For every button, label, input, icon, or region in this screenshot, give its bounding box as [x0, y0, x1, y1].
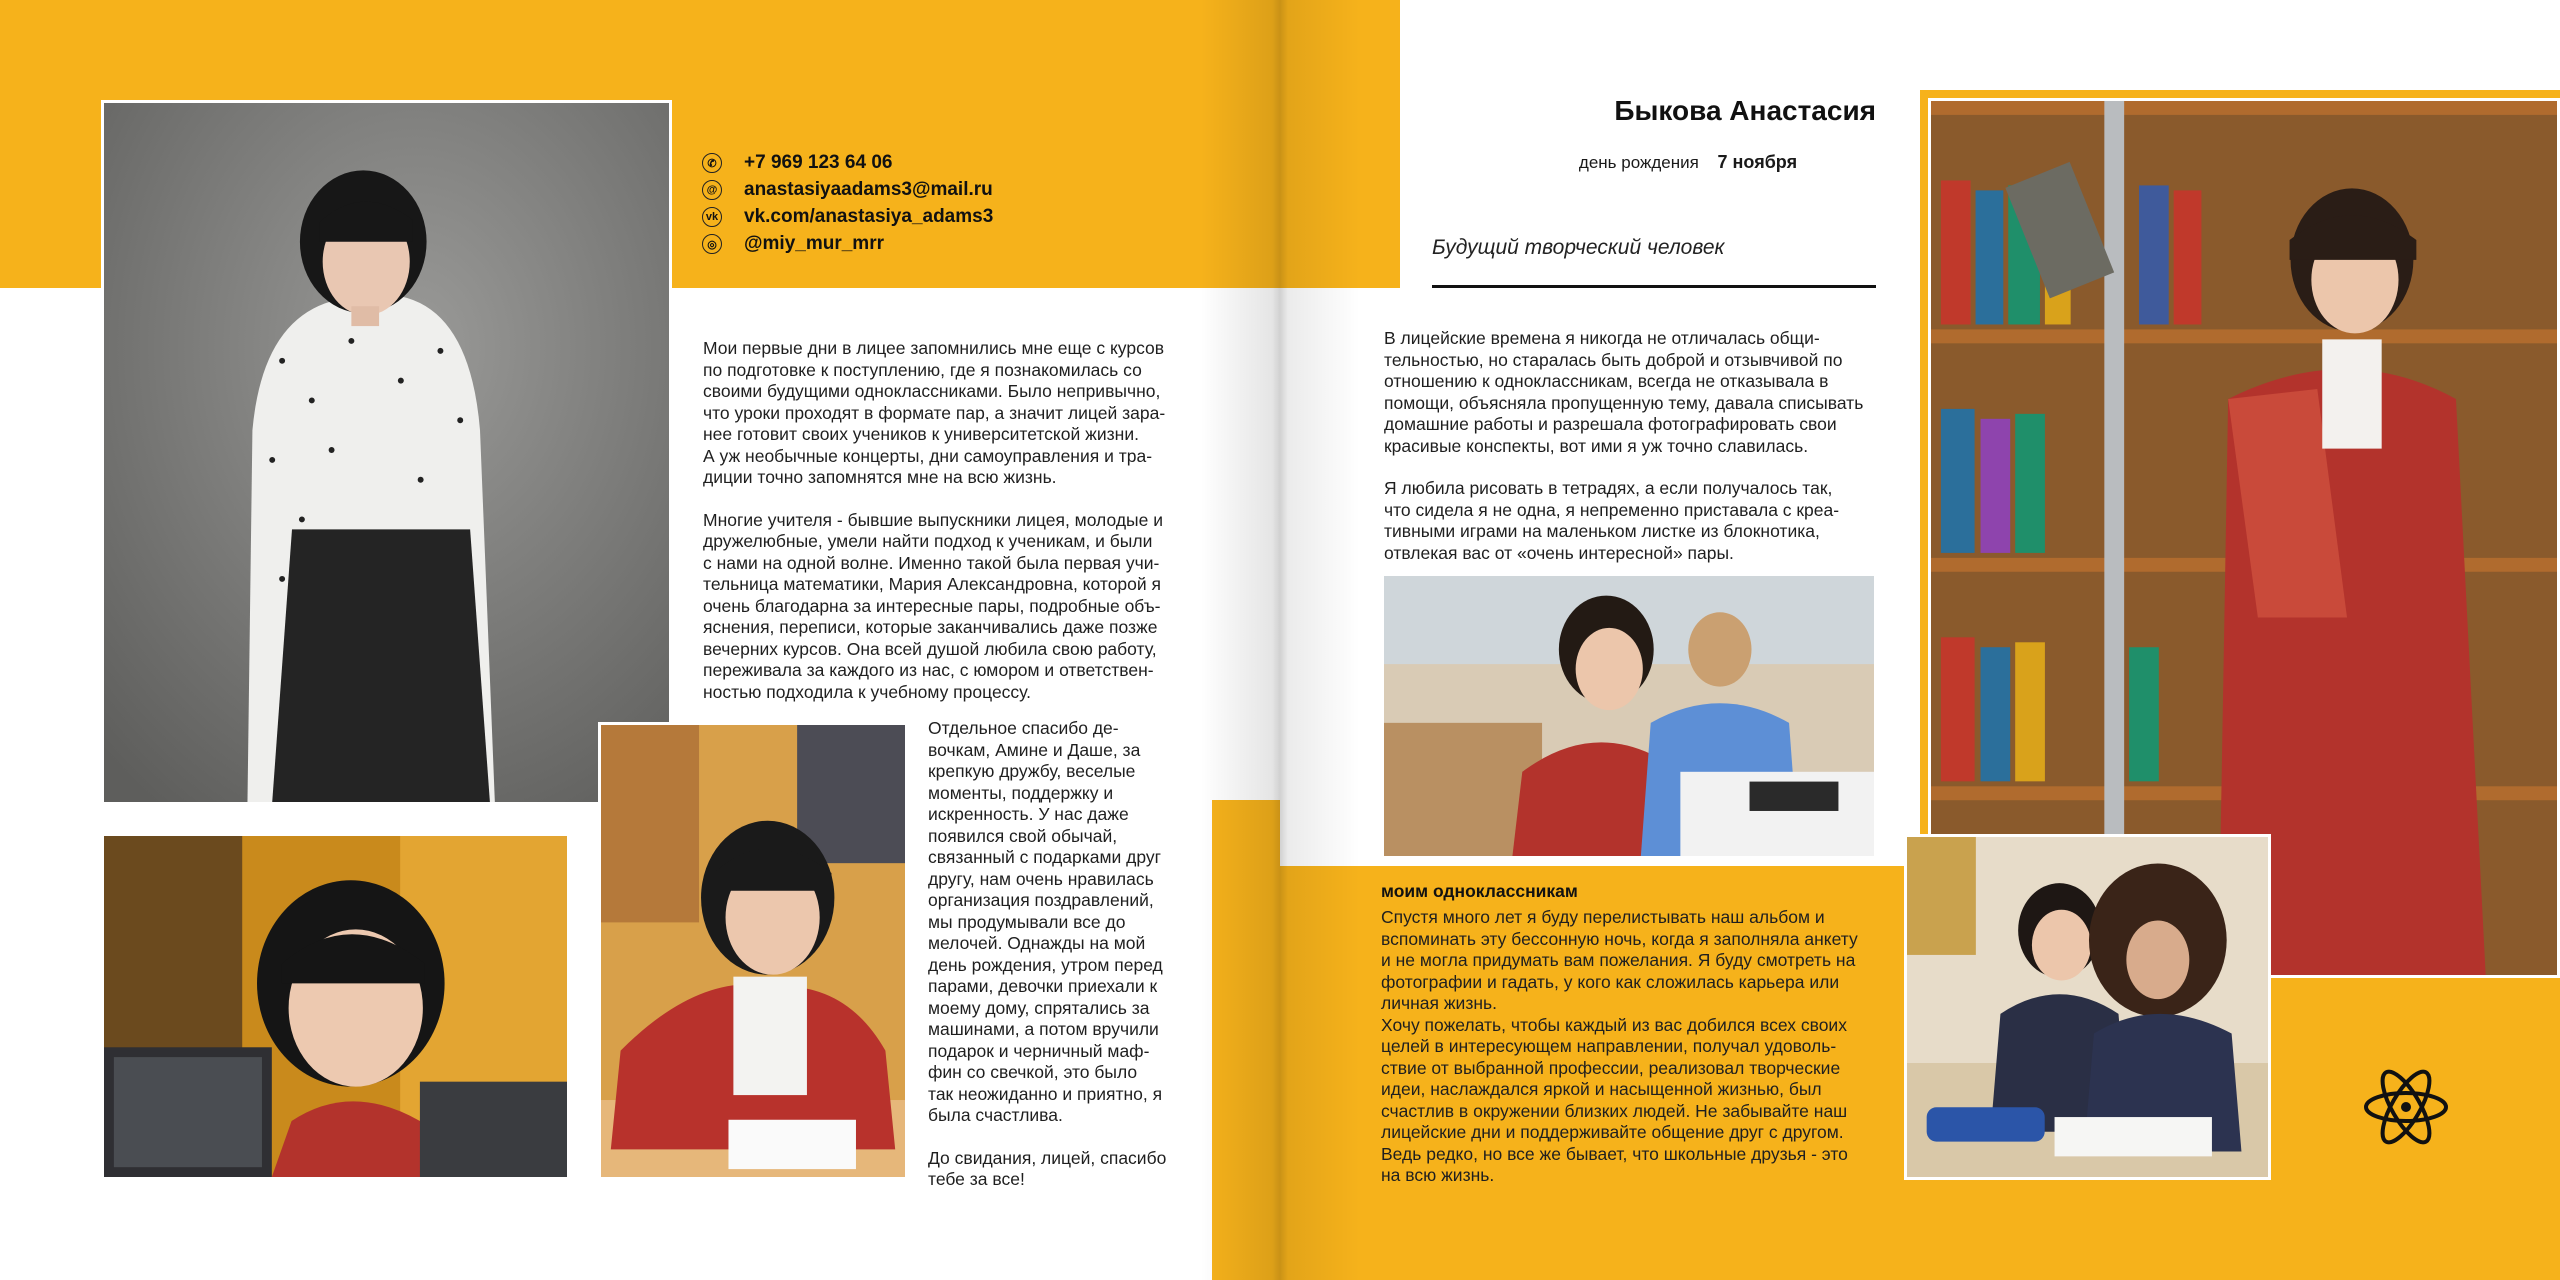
thanks-text — [928, 718, 1198, 1212]
contact-vk-text: vk.com/anastasiya_adams3 — [744, 206, 994, 227]
contact-phone-text: +7 969 123 64 06 — [744, 152, 893, 173]
contact-vk[interactable] — [702, 206, 993, 228]
left-paragraph-2: Многие учителя - бывшие выпускники лицея, молодые и дружелюбные, умели найти подход к ученикам, и были с нами на одной волне. Именно такой была первая учи- тельница математики, Мария Александровна, которой я очень благодарна за интересные пары, подробные объ- яснения, переписи, которые заканчивались даже позже вечерних курсов. Она всей душой любила свою работу, переживала за каждого из нас, с юмором и ответствен- ностью подходила к учебному процессу. — [703, 509, 1163, 702]
tagline-divider — [1432, 285, 1876, 288]
right-story-text — [1384, 328, 1884, 585]
portrait-photo — [101, 100, 672, 805]
profile-name: Быкова Анастасия — [1614, 95, 1876, 126]
classroom-photo-desk — [598, 722, 908, 1180]
thanks-paragraph-1: Отдельное спасибо де- вочкам, Амине и Даше, за крепкую дружбу, веселые моменты, поддержку и искренность. У нас даже появился свой обычай, связанный с подарками друг другу, нам очень нравилась организация поздравлений, мы продумывали все до мелочей. Однажды на мой день рождения, утром перед парами, девочки приехали к моему дому, спрятались за машинами, а потом вручили подарок и черничный маф- фин со свечкой, это было так неожиданно и приятно, я была счастлива. — [928, 718, 1163, 1125]
classmates-text — [1381, 907, 1901, 1208]
left-bottom-yellow-strip — [1212, 800, 1280, 1280]
left-paragraph-1: Мои первые дни в лицее запомнились мне еще с курсов по подготовке к поступлению, где я познакомилась со своими будущими одноклассниками. Было непривычно, что уроки проходят в формате пар, а значит лицей зара- нее готовит своих учеников к университетской жизни. А уж необычные концерты, дни самоуправления и тра- диции точно запомнятся мне на всю жизнь. — [703, 338, 1166, 487]
contact-phone[interactable] — [702, 152, 892, 174]
classroom-photo-laughing — [101, 833, 570, 1180]
instagram-icon: ◎ — [702, 234, 722, 254]
birthday-row — [1500, 152, 1876, 173]
mail-icon: @ — [702, 180, 722, 200]
contact-instagram[interactable] — [702, 233, 884, 255]
classmates-paragraph: Спустя много лет я буду перелистывать наш альбом и вспоминать эту бессонную ночь, когда я заполняла анкету и не могла придумать вам пожелания. Я буду смотреть на фотографии и гадать, у кого как сложилась карьера или личная жизнь. Хочу пожелать, чтобы каждый из вас добился всех своих целей в интересующем направлении, получал удоволь- ствие от выбранной профессии, реализовал творческие идеи, наслаждался яркой и насыщенной жизнью, был счастлив в окружении близких людей. Не забывайте наш лицейские дни и поддерживайте общение друг с другом. Ведь редко, но все же бывает, что школьные друзья - это на всю жизнь. — [1381, 907, 1858, 1185]
classmates-heading: моим одноклассникам — [1381, 881, 1578, 901]
birthday-label: день рождения — [1578, 153, 1699, 172]
right-top-left-yellow-strip — [1280, 0, 1400, 288]
atom-icon — [2362, 1063, 2450, 1151]
vk-icon: vk — [702, 207, 722, 227]
computer-class-photo — [1381, 573, 1877, 859]
left-story-text — [703, 338, 1193, 724]
birthday-value: 7 ноября — [1717, 152, 1798, 172]
right-paragraph-2: Я любила рисовать в тетрадях, а если получалось так, что сидела я не одна, я непременно приставала с креа- тивными играми на маленьком листке из блокнотика, отвлекая вас от «очень интересной» пары. — [1384, 478, 1840, 563]
two-classmates-photo — [1904, 834, 2271, 1180]
contact-instagram-text: @miy_mur_mrr — [744, 233, 884, 254]
right-paragraph-1: В лицейские времена я никогда не отличалась общи- тельностью, но старалась быть доброй и отзывчивой по отношению к одноклассникам, всегда не отказывала в помощи, объясняла пропущенную тему, давала списывать домашние работы и разрешала фотографировать свои красивые конспекты, вот ими я уж точно славилась. — [1384, 328, 1864, 456]
tagline: Будущий творческий человек — [1432, 236, 1725, 259]
thanks-paragraph-2: До свидания, лицей, спасибо тебе за все! — [928, 1147, 1167, 1189]
contact-email-text: anastasiyaadams3@mail.ru — [744, 179, 993, 200]
phone-icon: ✆ — [702, 153, 722, 173]
contact-email[interactable] — [702, 179, 993, 201]
